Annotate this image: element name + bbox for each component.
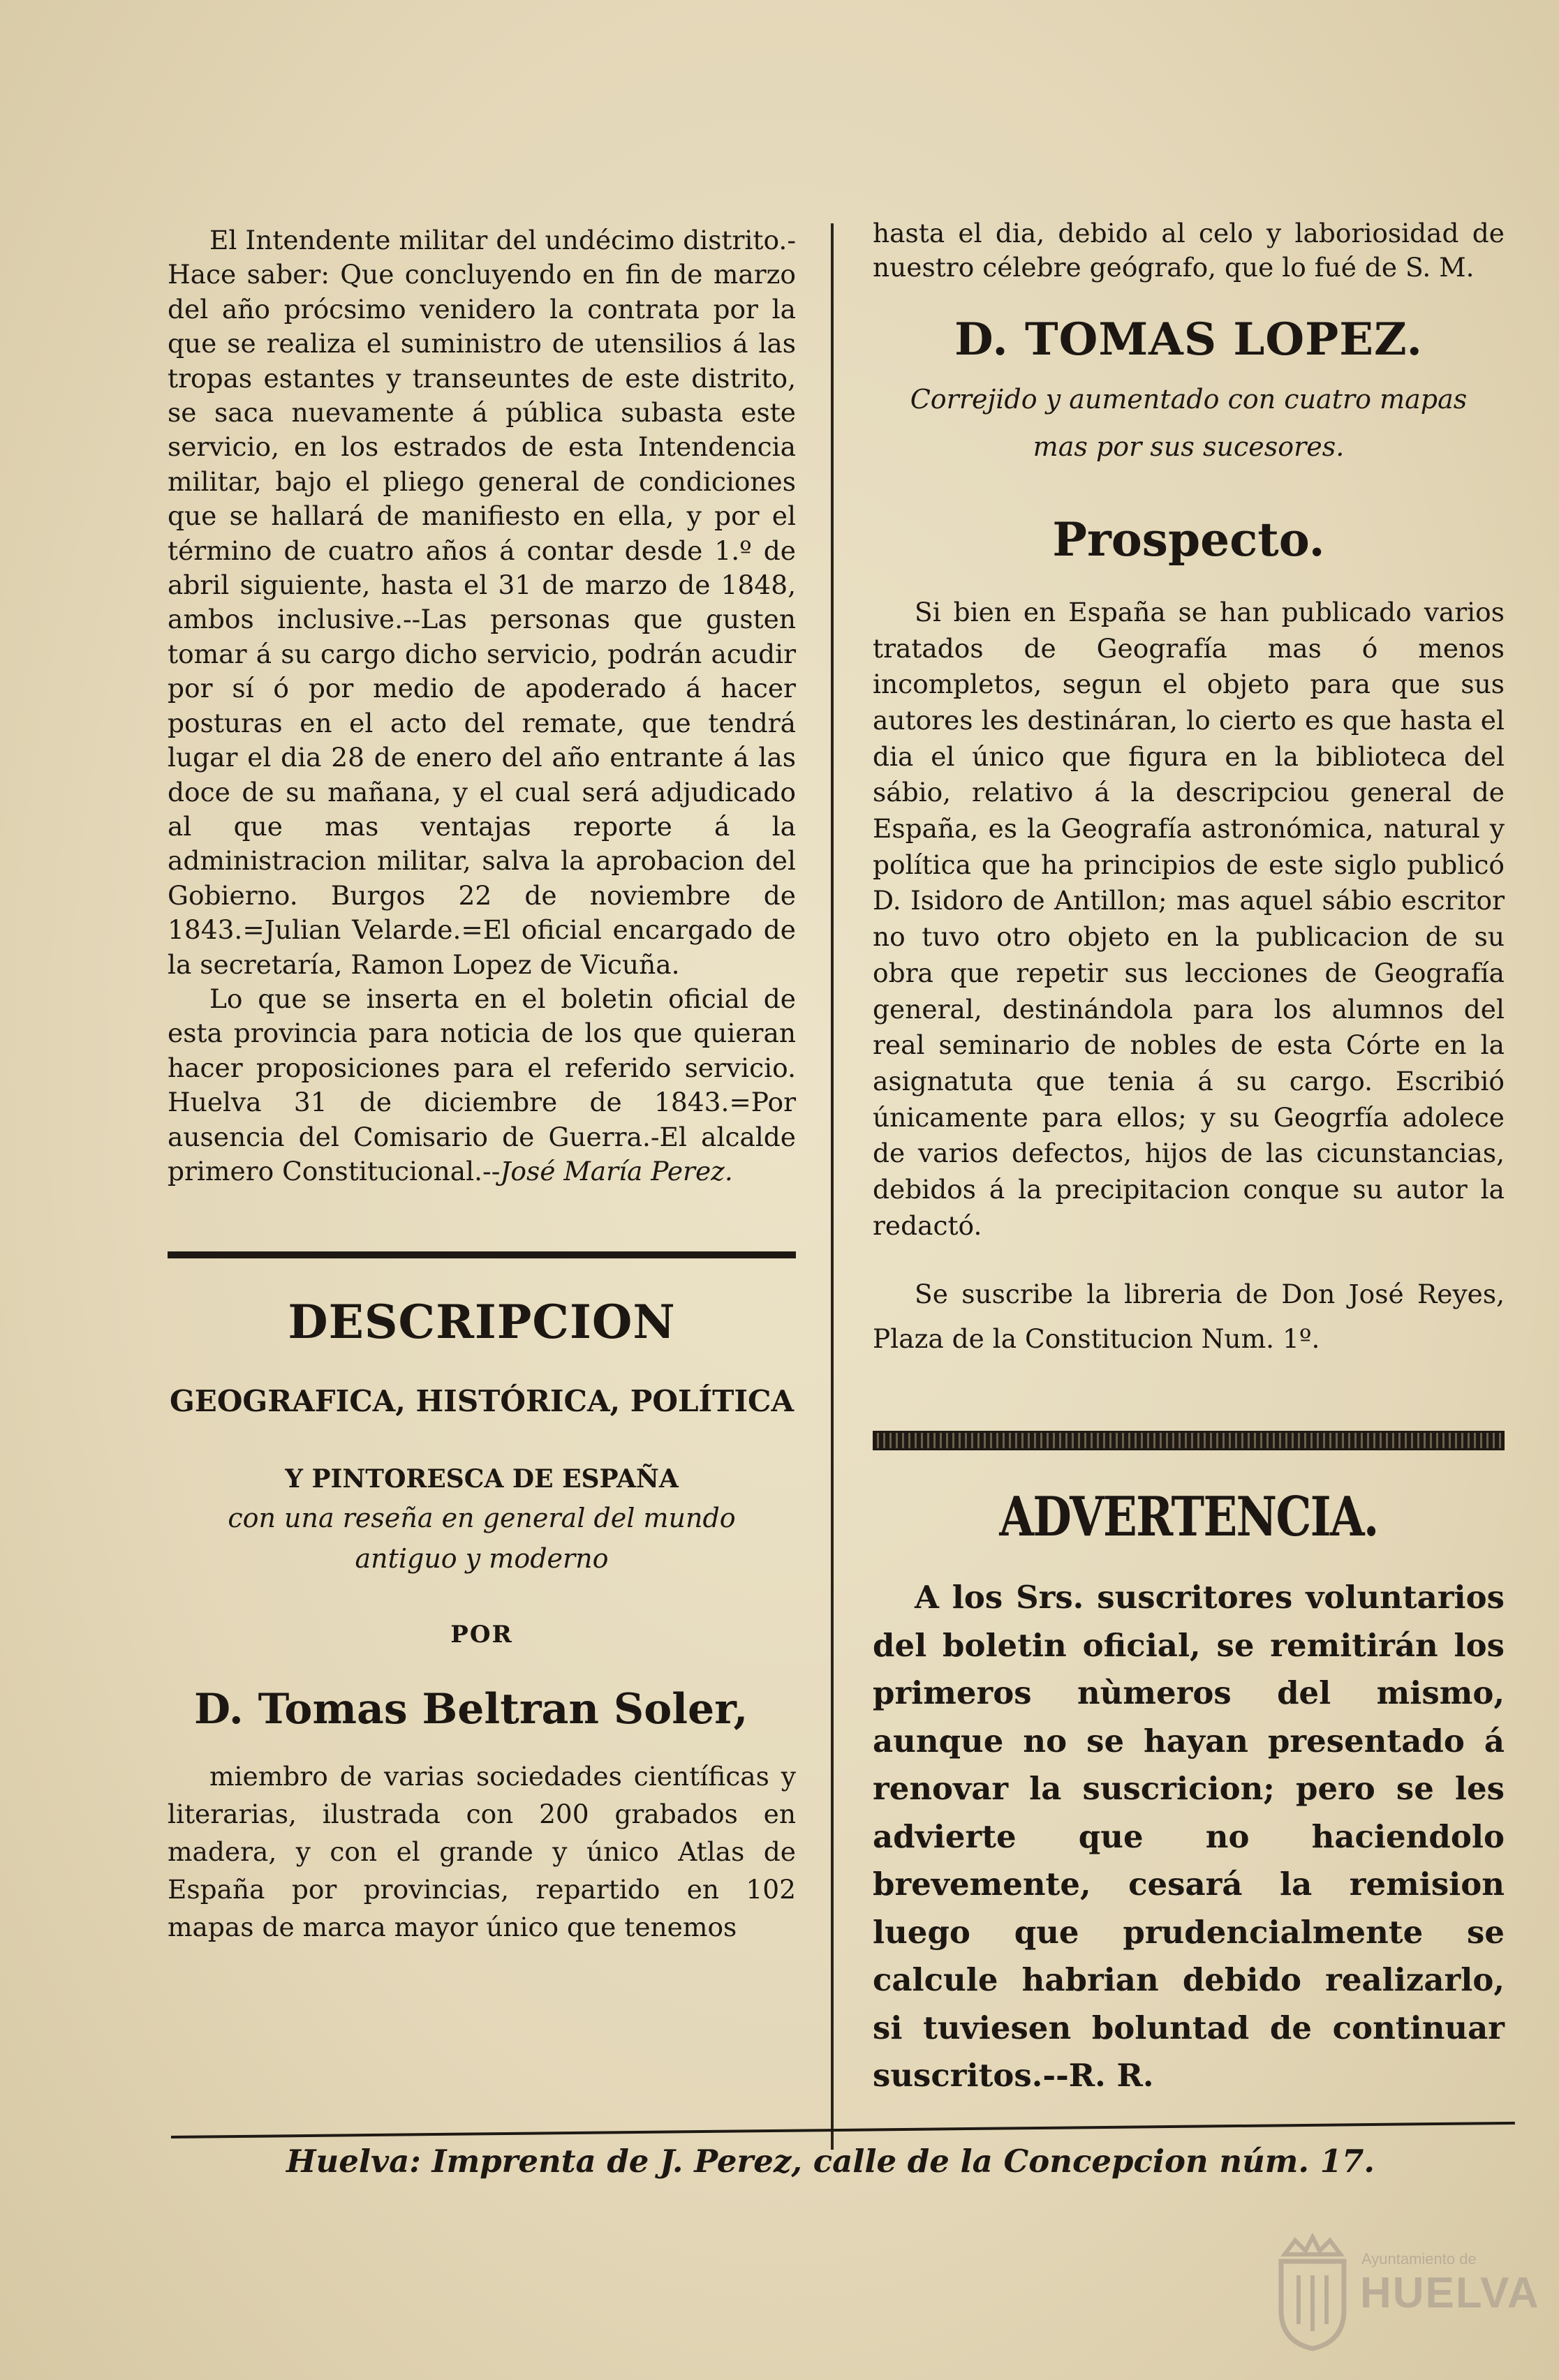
- section-divider: [168, 1251, 796, 1258]
- column-divider: [831, 223, 834, 2150]
- hatched-divider: [873, 1431, 1505, 1450]
- notice-paragraph-1: El Intendente militar del undécimo distrito.- Hace saber: Que concluyendo en fin de marzo del año prócsimo venidero la contrata por la que se realiza el suministro de utensilios á las tropas estantes y transeuntes de este distrito, se saca nuevamente á pública subasta este servicio, en los estrados de esta Intendencia militar, bajo el pliego general de condiciones que se hallará de manifiesto en ella, y por el término de cuatro años á contar desde 1.º de abril siguiente, hasta el 31 de marzo de 1848, ambos inclusive.--Las personas que gusten tomar á su cargo dicho servicio, podrán acudir por sí ó por medio de apoderado á hacer posturas en el acto del remate, que tendrá lugar el dia 28 de enero del año entrante á las doce de su mañana, y el cual será adjudicado al que mas ventajas reporte á la administracion militar, salva la aprobacion del Gobierno. Burgos 22 de noviembre de 1843.=Julian Velarde.=El oficial encargado de la secretaría, Ramon Lopez de Vicuña.: [168, 225, 796, 980]
- notice-paragraph-2: [168, 982, 796, 1189]
- por-label: POR: [450, 1621, 513, 1649]
- book-subtitle-2: Y PINTORESCA DE ESPAÑA: [285, 1464, 679, 1494]
- notice-signature: José María Perez.: [500, 1155, 733, 1187]
- corrected-italic: Correjido y aumentado con cuatro mapas mas por sus sucesores.: [910, 383, 1468, 462]
- book-subtitle-italic: con una reseña en general del mundo antiguo y moderno: [228, 1503, 736, 1575]
- book-title: DESCRIPCION: [288, 1295, 676, 1350]
- crown-shield-icon: [1271, 2233, 1354, 2352]
- advertencia-title: ADVERTENCIA.: [999, 1485, 1378, 1549]
- book-description: miembro de varias sociedades científicas y literarias, ilustrada con 200 grabados en madera, y con el grande y único Atlas de España por provincias, repartido en 102 mapas de marca mayor único que tenemos: [168, 1761, 796, 1943]
- advertencia-text: A los Srs. suscritores voluntarios del boletin oficial, se remitirán los primeros nùmeros del mismo, aunque no se hayan presentado á renovar la suscricion; pero se les advierte que no haciendolo brevemente, cesará la remision luego que prudencialmente se calcule habrian debido realizarlo, si tuviesen boluntad de continuar suscritos.--R. R.: [873, 1579, 1505, 2095]
- left-column: [168, 223, 796, 1946]
- watermark-big-text: HUELVA: [1360, 2269, 1540, 2317]
- book-subtitle-1: GEOGRAFICA, HISTÓRICA, POLÍTICA: [169, 1384, 795, 1419]
- right-column: [873, 216, 1505, 2100]
- notice-paragraph-2-text: Lo que se inserta en el boletin oficial de esta provincia para noticia de los que quieran hacer proposiciones para el referido servicio. Huelva 31 de diciembre de 1843.=Por ausencia del Comisario de Guerra.-El alcalde primero Constitucional.--: [168, 983, 796, 1187]
- huelva-watermark: [1271, 2233, 1540, 2352]
- prospecto-title: Prospecto.: [1052, 512, 1325, 567]
- footer-rule: [171, 2122, 1515, 2139]
- subscribe-text: Se suscribe la libreria de Don José Reyes, Plaza de la Constitucion Num. 1º.: [873, 1279, 1505, 1355]
- author-name: D. Tomas Beltran Soler,: [194, 1685, 748, 1734]
- watermark-small-text: Ayuntamiento de: [1361, 2250, 1477, 2268]
- footer-imprint: Huelva: Imprenta de J. Perez, calle de la Concepcion núm. 17.: [286, 2143, 1375, 2180]
- lopez-name: D. TOMAS LOPEZ.: [954, 313, 1423, 366]
- prospecto-text: Si bien en España se han publicado varios tratados de Geografía mas ó menos incompletos, segun el objeto para que sus autores les destináran, lo cierto es que hasta el dia el único que figura en la biblioteca del sábio, relativo á la descripciou general de España, es la Geografía astronómica, natural y política que ha principios de este siglo publicó D. Isidoro de Antillon; mas aquel sábio escritor no tuvo otro objeto en la publicacion de su obra que repetir sus lecciones de Geografía general, destinándola para los alumnos del real seminario de nobles de esta Córte en la asignatuta que tenia á su cargo. Escribió únicamente para ellos; y su Geogrfía adolece de varios defectos, hijos de las cicunstancias, debidos á la precipitacion conque su autor la redactó.: [873, 596, 1505, 1241]
- continuation-text: hasta el dia, debido al celo y laboriosidad de nuestro célebre geógrafo, que lo fué de S. M.: [873, 218, 1505, 283]
